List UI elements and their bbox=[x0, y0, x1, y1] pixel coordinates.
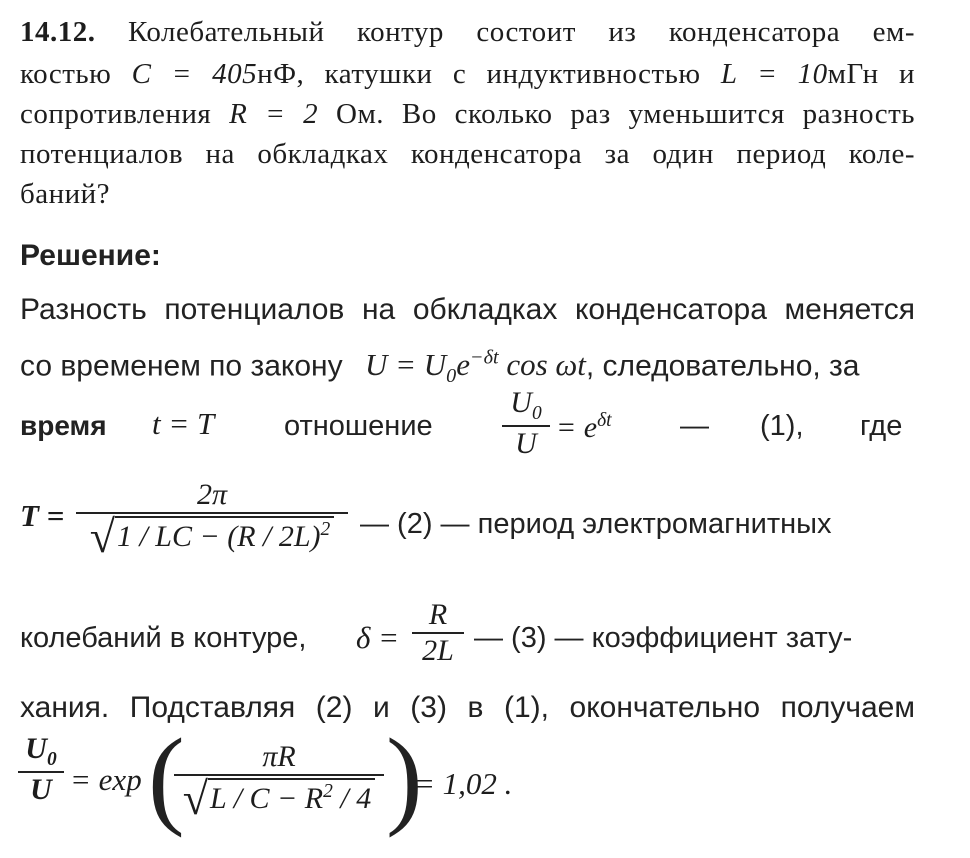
problem-line-4 bbox=[20, 136, 915, 172]
exp-arg-radicand-text: L / C − R bbox=[210, 782, 324, 815]
exp-arg-radicand-pow: 2 bbox=[323, 781, 333, 802]
solution-text-2a: со временем по закону bbox=[20, 349, 343, 383]
substitution-line: хания. Подставляя (2) и (3) в (1), окончательно получаем bbox=[20, 691, 915, 724]
ratio-exp-power: δt bbox=[597, 410, 612, 431]
period-fraction bbox=[76, 478, 348, 560]
problem-text-2b: нФ, катушки с индуктивностью bbox=[257, 58, 701, 90]
t-equals-T: t = T bbox=[152, 406, 215, 441]
period-radicand-pow: 2 bbox=[320, 519, 331, 540]
ratio-num-U: U bbox=[510, 386, 532, 419]
problem-text-3b: Ом. Во сколько раз уменьшится разность bbox=[336, 98, 916, 130]
sqrt-symbol: √ bbox=[89, 511, 115, 562]
delta-numerator: R bbox=[428, 598, 448, 631]
problem-text-4: потенциалов на обкладках конденсатора за один период коле- bbox=[20, 138, 915, 170]
period-denominator bbox=[76, 511, 348, 562]
delta-lhs: δ = bbox=[356, 620, 400, 655]
delta-fraction bbox=[412, 598, 464, 668]
exp-arg-denominator bbox=[174, 773, 384, 824]
ratio-denominator: U bbox=[515, 427, 537, 460]
period-numerator: 2π bbox=[196, 478, 228, 511]
exp-arg-radicand bbox=[208, 778, 375, 815]
problem-text-3a: сопротивления bbox=[20, 98, 212, 130]
solution-heading: Решение: bbox=[20, 239, 161, 272]
oscillations-text: колебаний в контуре, bbox=[20, 622, 307, 654]
problem-line-2 bbox=[20, 56, 915, 92]
voltage-law-lhs: U = U bbox=[364, 347, 447, 383]
voltage-law-e: e bbox=[456, 347, 470, 383]
delta-denominator: 2L bbox=[422, 634, 454, 667]
exp-arg-radicand-tail: / 4 bbox=[340, 782, 372, 815]
problem-text-2c: мГн и bbox=[827, 58, 915, 90]
problem-number: 14.12. bbox=[20, 16, 96, 48]
solution-line-1: Разность потенциалов на обкладках конденсатора меняется bbox=[20, 293, 915, 326]
problem-text-5: баний? bbox=[20, 178, 111, 210]
period-radicand-text: 1 / LC − (R / 2L) bbox=[116, 520, 321, 553]
solution-line-2 bbox=[20, 340, 860, 395]
ratio-fraction bbox=[502, 386, 550, 461]
exp-argument-fraction bbox=[174, 740, 384, 822]
exp-arg-numerator: πR bbox=[262, 740, 296, 773]
ratio-numerator bbox=[502, 386, 550, 425]
final-num-sub: 0 bbox=[46, 749, 57, 770]
final-ratio-fraction bbox=[18, 732, 64, 807]
period-lhs: T = bbox=[20, 498, 65, 533]
final-num-U: U bbox=[25, 732, 47, 765]
period-radicand bbox=[115, 516, 334, 553]
final-ratio-numerator bbox=[18, 732, 64, 771]
voltage-law-sub: 0 bbox=[446, 365, 457, 388]
final-ratio-denominator: U bbox=[30, 773, 52, 806]
time-word: время bbox=[20, 410, 107, 441]
solution-text-2b: , следовательно, за bbox=[585, 349, 860, 383]
problem-line-1 bbox=[20, 14, 915, 50]
capacitance-expression: C = 405 bbox=[131, 58, 258, 90]
ratio-word: отношение bbox=[284, 410, 433, 442]
problem-line-3 bbox=[20, 96, 915, 132]
final-result: = 1,02 . bbox=[414, 766, 513, 801]
sqrt-symbol: √ bbox=[182, 773, 209, 824]
ratio-eq: = e bbox=[556, 411, 598, 444]
right-paren: ) bbox=[386, 716, 423, 838]
period-tail: — (2) — период электромагнитных bbox=[360, 508, 832, 540]
equation-ref-1: (1), bbox=[760, 410, 804, 442]
problem-text-1: Колебательный контур состоит из конденсатора ем- bbox=[128, 16, 915, 48]
ratio-num-sub: 0 bbox=[531, 403, 542, 424]
resistance-expression: R = 2 bbox=[229, 98, 319, 130]
ratio-exp bbox=[556, 410, 612, 445]
voltage-law-formula bbox=[364, 347, 586, 388]
exp-function: = exp bbox=[70, 762, 142, 797]
delta-tail: — (3) — коэффициент зату- bbox=[474, 622, 853, 654]
where-word: где bbox=[860, 410, 903, 442]
voltage-law-exp: −δt bbox=[470, 347, 499, 369]
inductance-expression: L = 10 bbox=[720, 58, 828, 90]
problem-line-5 bbox=[20, 176, 110, 212]
voltage-law-cos: cos ωt bbox=[506, 347, 586, 383]
problem-text-2a: костью bbox=[20, 58, 112, 90]
left-paren: ( bbox=[148, 716, 185, 838]
dash-1: — bbox=[680, 410, 709, 442]
